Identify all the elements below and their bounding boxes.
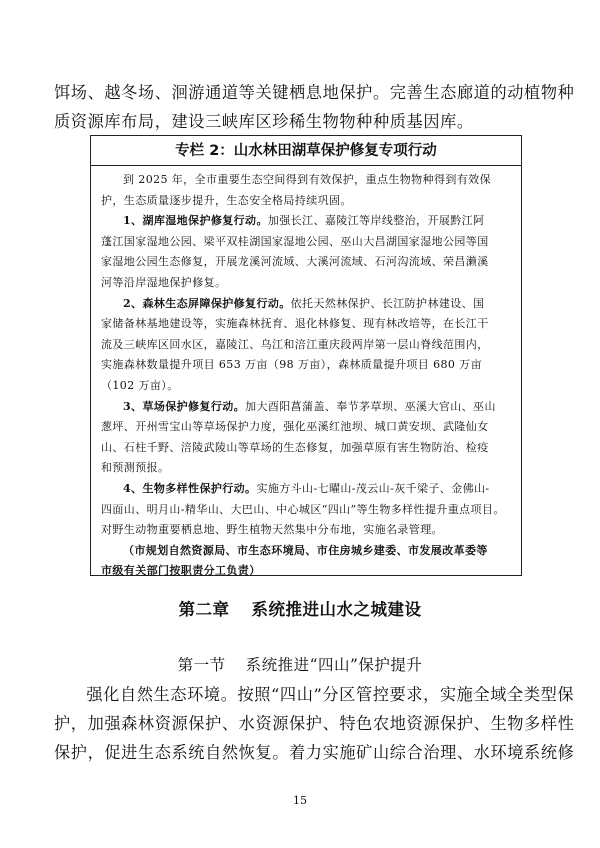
paragraph-line: 饵场、越冬场、洄游通道等关键栖息地保护。完善生态廊道的动植物种 bbox=[54, 83, 575, 102]
box-item-line: 四面山、明月山-精华山、大巴山、中心城区“四山”等生物多样性提升重点项目。 bbox=[101, 502, 505, 516]
box-intro-line: 护，生态质量逐步提升，生态安全格局持续巩固。 bbox=[101, 193, 352, 207]
top-paragraph bbox=[54, 78, 575, 136]
box-item-line: 家湿地公园生态修复，开展龙溪河流域、大溪河流域、石河沟流域、荣昌濑溪 bbox=[101, 255, 489, 269]
bottom-paragraph bbox=[54, 680, 575, 767]
section-number: 第一节 bbox=[177, 656, 226, 674]
box-body bbox=[91, 166, 521, 582]
box-intro bbox=[101, 170, 515, 211]
box-item-text: 依托天然林保护、长江防护林建设、国 bbox=[290, 296, 485, 310]
responsibility-line: （市规划自然资源局、市生态环境局、市住房城乡建委、市发展改革委等 bbox=[123, 543, 488, 557]
box-item-first-line bbox=[101, 397, 515, 418]
box-item-1 bbox=[101, 211, 515, 293]
box-item-line: 流及三峡库区回水区，嘉陵江、乌江和涪江重庆段两岸第一层山脊线范围内， bbox=[101, 337, 489, 351]
box-item-title: 2、森林生态屏障保护修复行动。 bbox=[123, 296, 291, 310]
box-item-text: 加大酉阳菖蒲盖、奉节茅草坝、巫溪大官山、巫山 bbox=[245, 399, 496, 413]
box-responsibility bbox=[101, 541, 515, 582]
box-item-line: 山、石柱千野、涪陵武陵山等草场的生态修复，加强草原有害生物防治、检疫 bbox=[101, 440, 489, 454]
section-heading bbox=[0, 654, 600, 676]
paragraph-line: 护，加强森林资源保护、水资源保护、特色农地资源保护、生物多样性 bbox=[54, 714, 575, 733]
box-item-line: （102 万亩）。 bbox=[101, 378, 179, 392]
box-title: 专栏 2：山水林田湖草保护修复专项行动 bbox=[91, 136, 521, 166]
box-item-text: 加强长江、嘉陵江等岸线整治，开展黔江阿 bbox=[267, 214, 485, 228]
chapter-heading bbox=[0, 599, 600, 621]
responsibility-line: 市级有关部门按职责分工负责） bbox=[101, 564, 261, 578]
box-item-2 bbox=[101, 294, 515, 397]
paragraph-line: 保护，促进生态系统自然恢复。着力实施矿山综合治理、水环境系统修 bbox=[54, 743, 575, 762]
paragraph-line: 质资源库布局，建设三峡库区珍稀生物物种种质基因库。 bbox=[54, 112, 474, 131]
box-item-title: 3、草场保护修复行动。 bbox=[123, 399, 246, 413]
page-number: 15 bbox=[293, 794, 307, 807]
box-item-title: 1、湖库湿地保护修复行动。 bbox=[123, 214, 268, 228]
box-item-4 bbox=[101, 479, 515, 541]
box-item-first-line bbox=[101, 211, 515, 232]
chapter-number: 第二章 bbox=[178, 600, 230, 619]
chapter-title: 系统推进山水之城建设 bbox=[251, 600, 422, 619]
box-item-line: 蓬江国家湿地公园、梁平双桂湖国家湿地公园、巫山大昌湖国家湿地公园等国 bbox=[101, 234, 489, 248]
box-item-title: 4、生物多样性保护行动。 bbox=[123, 481, 257, 495]
box-item-line: 实施森林数量提升项目 653 万亩（98 万亩），森林质量提升项目 680 万亩 bbox=[101, 358, 482, 372]
column-box-2 bbox=[90, 135, 522, 576]
box-item-line: 和预测预报。 bbox=[101, 461, 170, 475]
box-item-line: 河等沿岸湿地保护修复。 bbox=[101, 275, 227, 289]
box-item-line: 对野生动物重要栖息地、野生植物天然集中分布地，实施名录管理。 bbox=[101, 523, 443, 537]
section-title: 系统推进“四山”保护提升 bbox=[245, 656, 423, 674]
box-item-first-line bbox=[101, 294, 515, 315]
box-item-first-line bbox=[101, 479, 515, 500]
box-item-text: 实施方斗山-七曜山-茂云山-灰千梁子、金佛山- bbox=[256, 481, 490, 495]
paragraph-line: 强化自然生态环境。按照“四山”分区管控要求，实施全域全类型保 bbox=[86, 685, 575, 704]
box-item-line: 葱坪、开州雪宝山等草场保护力度，强化巫溪红池坝、城口黄安坝、武隆仙女 bbox=[101, 420, 489, 434]
box-item-line: 家储备林基地建设等，实施森林抚育、退化林修复、现有林改培等，在长江干 bbox=[101, 317, 489, 331]
box-intro-line: 到 2025 年，全市重要生态空间得到有效保护，重点生物物种得到有效保 bbox=[123, 173, 491, 186]
box-item-3 bbox=[101, 397, 515, 479]
